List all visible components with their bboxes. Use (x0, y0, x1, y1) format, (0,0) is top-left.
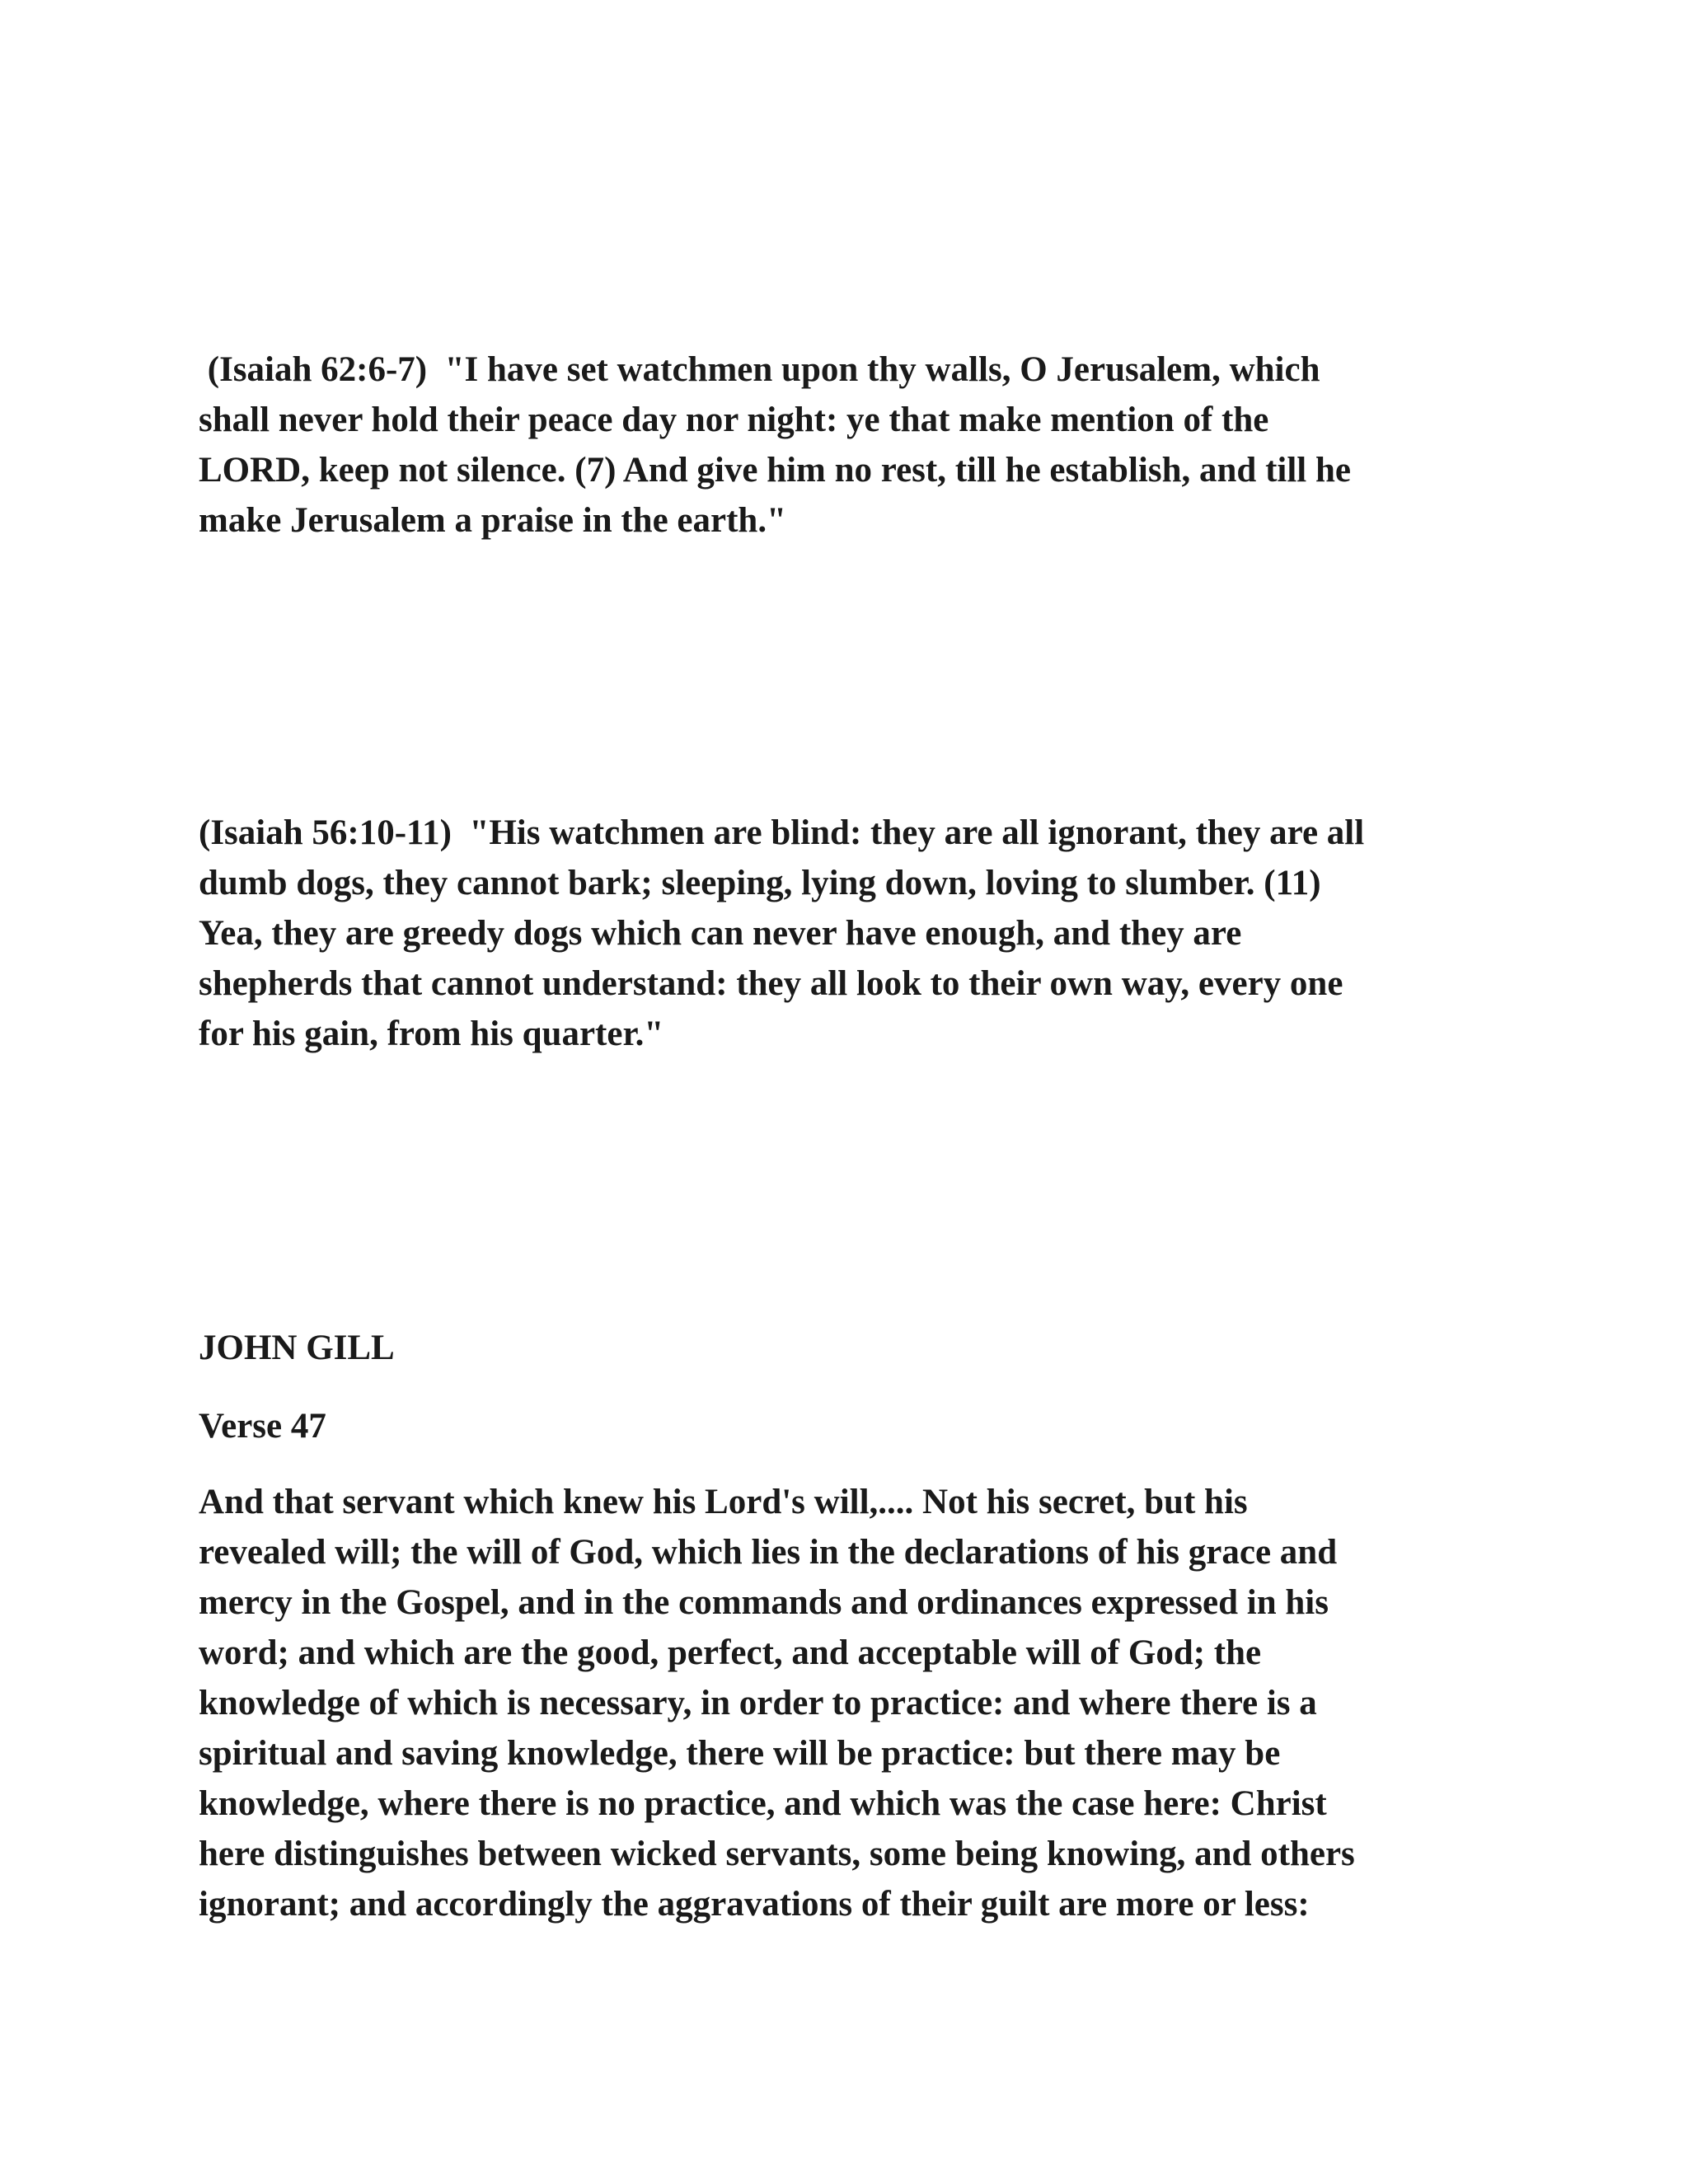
commentary-line: knowledge, where there is no practice, and which was the case here: Christ (199, 1784, 1327, 1823)
passage-line: Yea, they are greedy dogs which can never have enough, and they are (199, 914, 1242, 953)
passage-line: LORD, keep not silence. (7) And give him no rest, till he establish, and till he (199, 451, 1351, 490)
passage-line: shall never hold their peace day nor night: ye that make mention of the (199, 401, 1269, 439)
verse-heading (199, 1401, 1501, 1451)
commentary-line: here distinguishes between wicked servants, some being knowing, and others (199, 1835, 1355, 1873)
passage-line: for his gain, from his quarter." (199, 1015, 664, 1053)
passage-line: (Isaiah 62:6-7) "I have set watchmen upon thy walls, O Jerusalem, which (199, 350, 1320, 389)
isaiah-62-passage (199, 344, 1501, 546)
author-name: JOHN GILL (199, 1329, 395, 1367)
author-heading (199, 1323, 1501, 1373)
commentary-line: revealed will; the will of God, which lies in the declarations of his grace and (199, 1533, 1338, 1572)
passage-line: (Isaiah 56:10-11) "His watchmen are blind: they are all ignorant, they are all (199, 813, 1365, 852)
commentary-line: word; and which are the good, perfect, and acceptable will of God; the (199, 1633, 1262, 1672)
isaiah-56-passage (199, 808, 1501, 1059)
verse-label: Verse 47 (199, 1407, 326, 1446)
passage-line: dumb dogs, they cannot bark; sleeping, lying down, loving to slumber. (11) (199, 864, 1321, 902)
commentary-line: knowledge of which is necessary, in order to practice: and where there is a (199, 1684, 1317, 1722)
commentary-line: mercy in the Gospel, and in the commands and ordinances expressed in his (199, 1583, 1329, 1622)
commentary-text (199, 1477, 1501, 1929)
commentary-line: spiritual and saving knowledge, there will be practice: but there may be (199, 1734, 1281, 1773)
passage-line: make Jerusalem a praise in the earth." (199, 501, 786, 540)
passage-line: shepherds that cannot understand: they all look to their own way, every one (199, 964, 1343, 1003)
commentary-line: And that servant which knew his Lord's will,.... Not his secret, but his (199, 1483, 1248, 1521)
commentary-line: ignorant; and accordingly the aggravations of their guilt are more or less: (199, 1885, 1310, 1924)
